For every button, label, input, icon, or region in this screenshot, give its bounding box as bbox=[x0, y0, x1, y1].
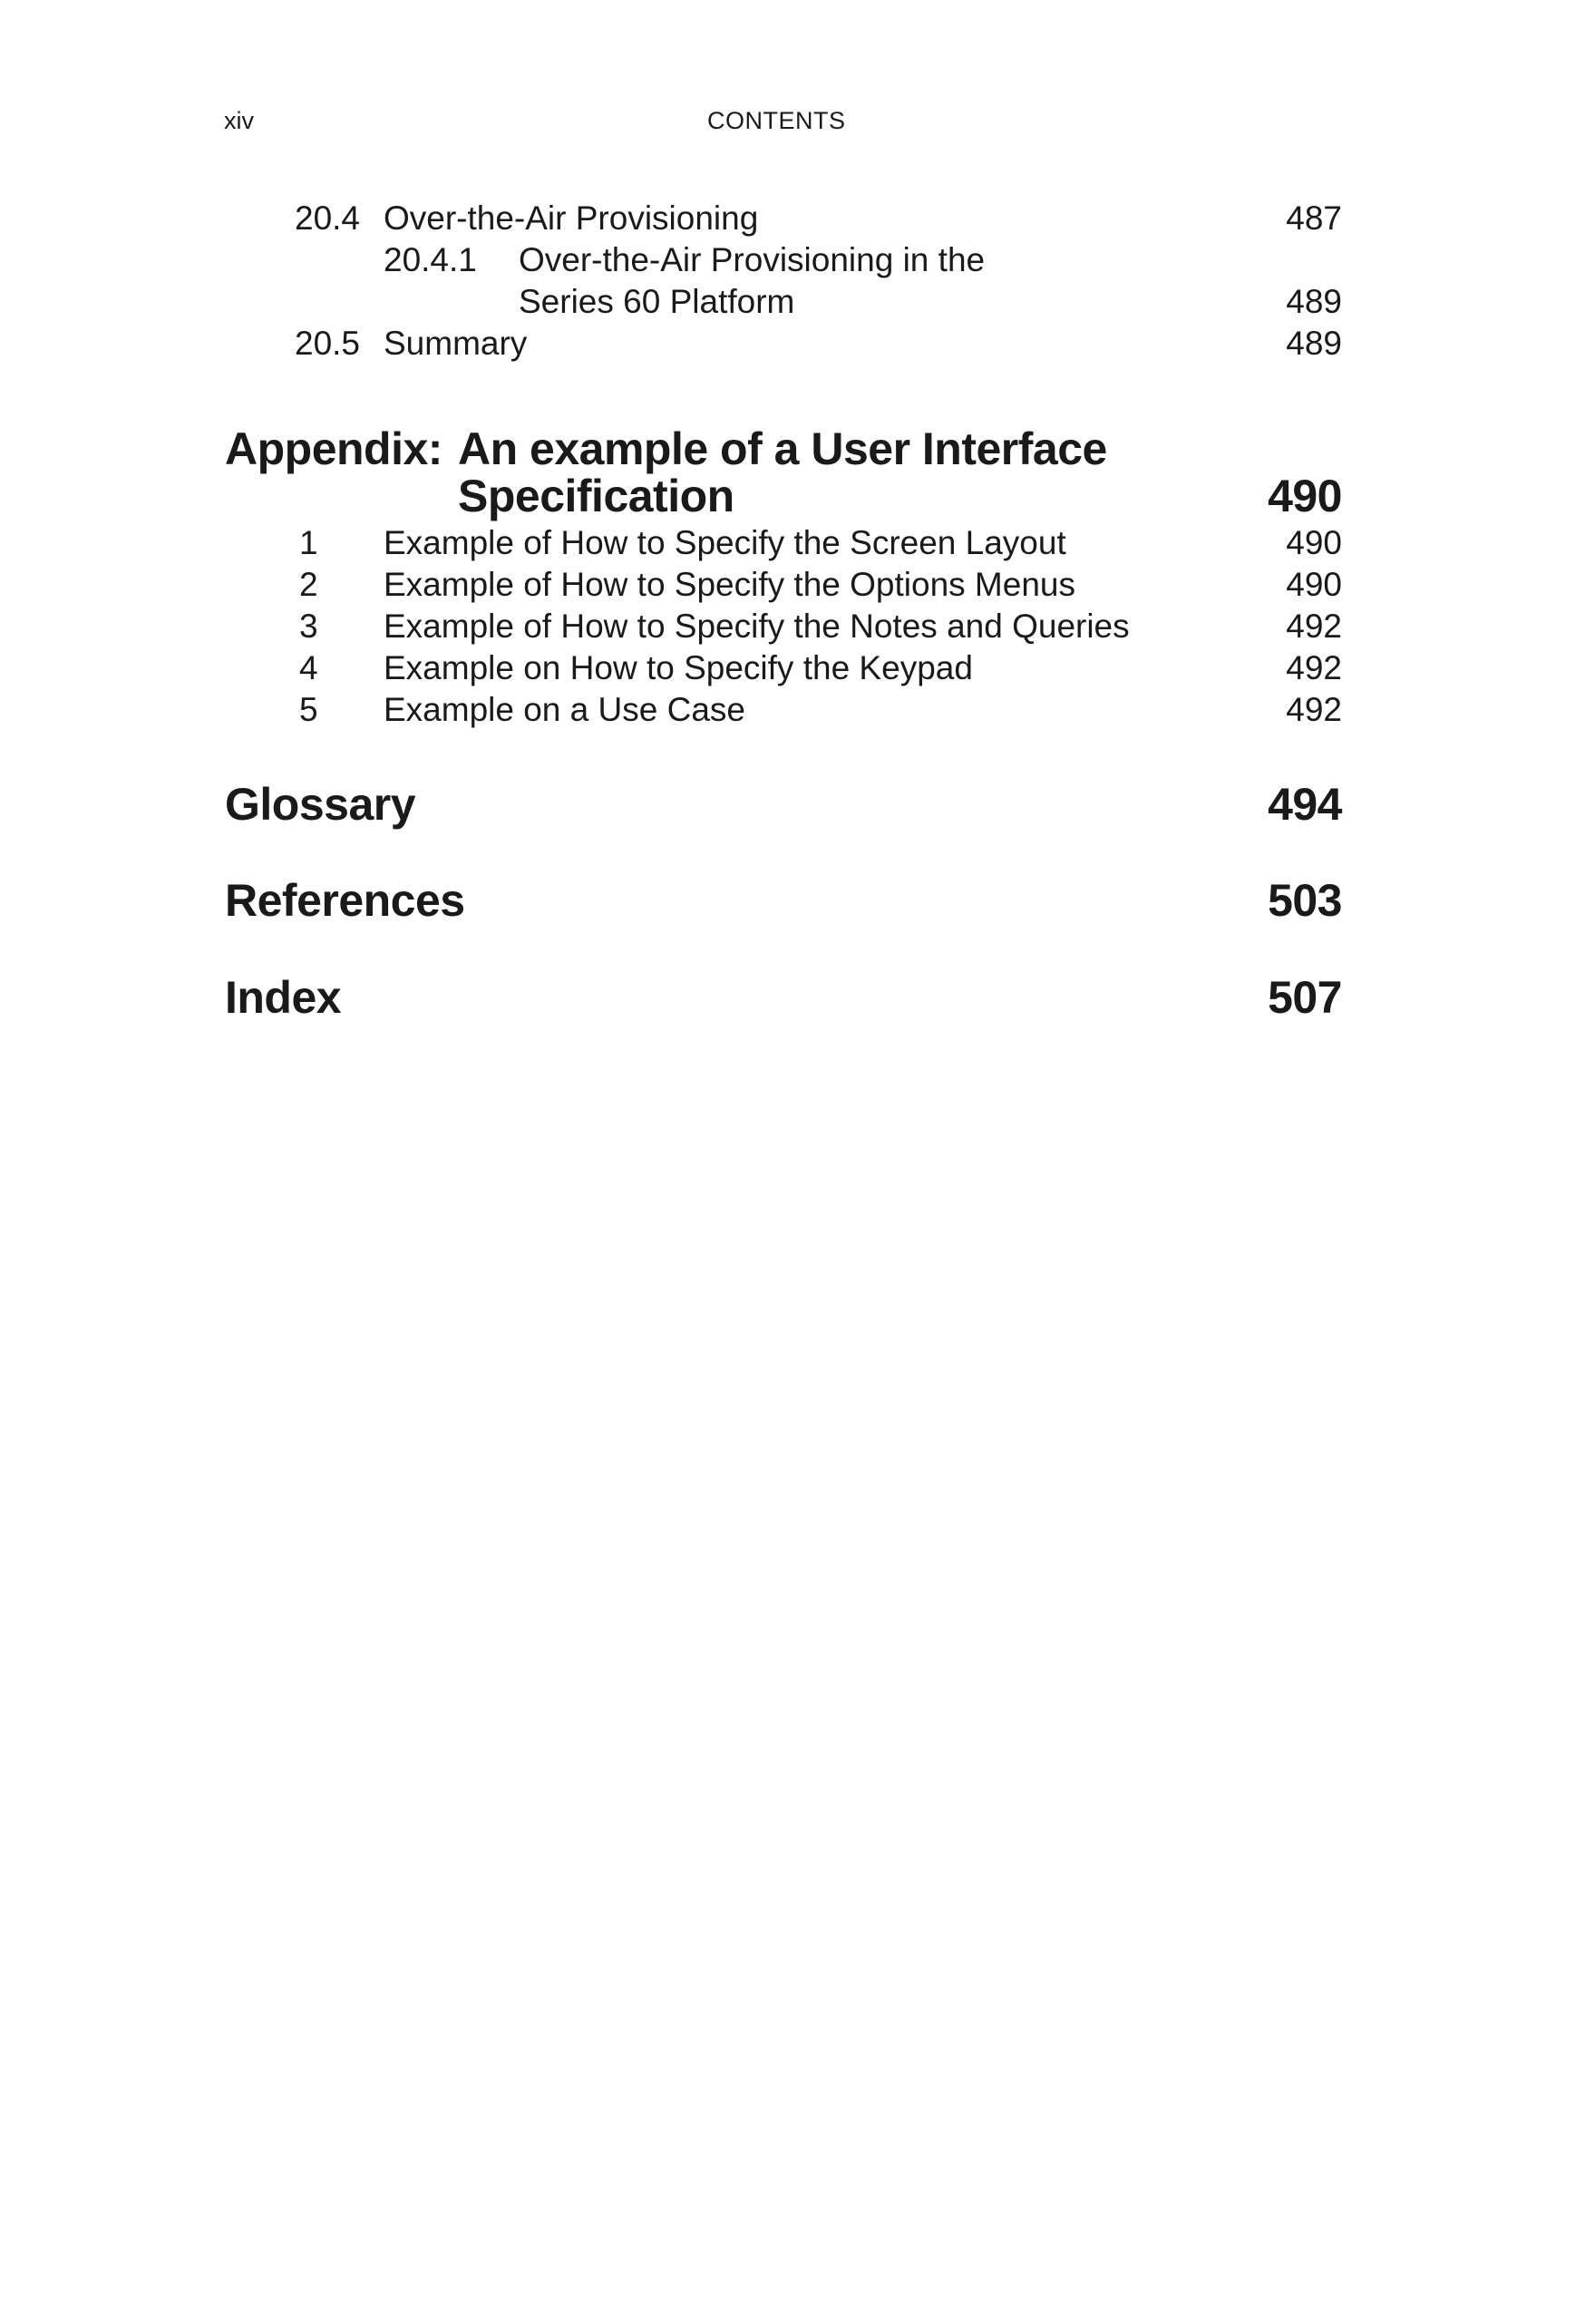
item-title: Example on How to Specify the Keypad bbox=[384, 649, 973, 686]
section-title: Summary bbox=[384, 325, 528, 362]
item-number: 2 bbox=[299, 566, 318, 603]
running-title: CONTENTS bbox=[707, 107, 846, 134]
chapter-title: Glossary bbox=[225, 779, 416, 830]
section-title-line2: Series 60 Platform bbox=[519, 283, 795, 320]
chapter-page: 507 bbox=[1268, 972, 1342, 1023]
item-number: 5 bbox=[299, 691, 318, 728]
item-page: 492 bbox=[1286, 691, 1342, 728]
item-title: Example of How to Specify the Options Menus bbox=[384, 566, 1075, 603]
item-number: 3 bbox=[299, 608, 318, 645]
item-number: 4 bbox=[299, 649, 318, 686]
item-page: 490 bbox=[1286, 524, 1342, 561]
chapter-title: Index bbox=[225, 972, 342, 1023]
page-number: xiv bbox=[224, 107, 254, 134]
item-page: 492 bbox=[1286, 608, 1342, 645]
appendix-page: 490 bbox=[1268, 471, 1342, 521]
section-title-line1: Over-the-Air Provisioning in the bbox=[519, 241, 986, 278]
section-page: 487 bbox=[1286, 199, 1342, 237]
section-page: 489 bbox=[1286, 283, 1342, 320]
section-number: 20.4 bbox=[295, 199, 361, 237]
section-number: 20.5 bbox=[295, 325, 361, 362]
appendix-title-line2: Specification bbox=[458, 471, 734, 521]
item-title: Example of How to Specify the Screen Layout bbox=[384, 524, 1066, 561]
section-page: 489 bbox=[1286, 325, 1342, 362]
item-title: Example of How to Specify the Notes and Queries bbox=[384, 608, 1130, 645]
item-page: 492 bbox=[1286, 649, 1342, 686]
section-number: 20.4.1 bbox=[384, 241, 477, 278]
chapter-page: 494 bbox=[1268, 779, 1342, 830]
section-title: Over-the-Air Provisioning bbox=[384, 199, 759, 237]
appendix-label: Appendix: bbox=[225, 423, 442, 474]
appendix-title-line1: An example of a User Interface bbox=[458, 423, 1107, 474]
item-title: Example on a Use Case bbox=[384, 691, 745, 728]
chapter-page: 503 bbox=[1268, 875, 1342, 926]
item-number: 1 bbox=[299, 524, 318, 561]
chapter-title: References bbox=[225, 875, 465, 926]
item-page: 490 bbox=[1286, 566, 1342, 603]
